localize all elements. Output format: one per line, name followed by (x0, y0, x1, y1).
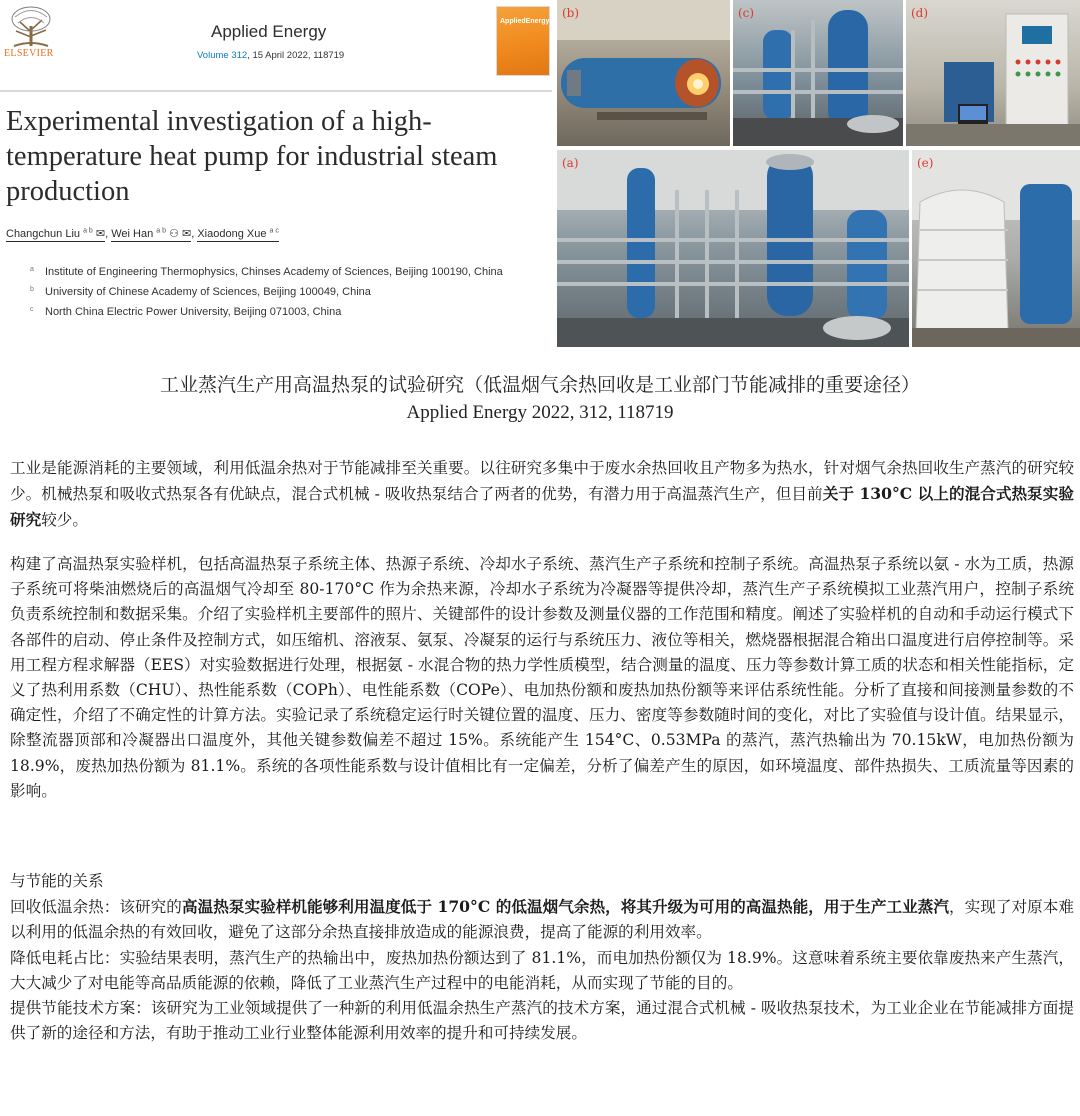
point-electricity-share: 降低电耗占比：实验结果表明，蒸汽生产的热输出中，废热加热份额达到了 81.1%，而电加热份额仅为 18.9%。这意味着系统主要依靠废热来产生蒸汽，大大减少了对电能等高品质能源的依赖，降低了工业蒸汽生产过程中的电能消耗，从而实现了节能的目的。 (10, 948, 1074, 992)
photo-label: (c) (738, 6, 755, 20)
publisher-wordmark: ELSEVIER (4, 48, 54, 59)
journal-cover-image[interactable] (496, 6, 550, 76)
cover-title: AppliedEnergy (500, 18, 550, 25)
paper-header (0, 0, 556, 350)
method-results-paragraph: 构建了高温热泵实验样机，包括高温热泵子系统主体、热源子系统、冷却水子系统、蒸汽生产子系统和控制子系统。高温热泵子系统以氨 - 水为工质，热源子系统可将柴油燃烧后的高温烟气冷却至 80-170°C 作为余热来源，冷却水子系统为冷凝器等提供冷却，蒸汽生产子系统模拟工业蒸汽用户，控制子系统负责系统控制和数据采集。介绍了实验样机主要部件的照片、关键部件的设计参数及测量仪器的工作范围和精度。阐述了实验样机的自动和手动运行模式下各部件的启动、停止条件及控制方式，如压缩机、溶液泵、氨泵、冷凝泵的运行与系统压力、液位等相关，燃烧器根据混合箱出口温度进行启停控制等。采用工程方程求解器（EES）对实验数据进行处理，根据氨 - 水混合物的热力学性质模型，结合测量的温度、压力等参数计算工质的状态和相关性能指标，定义了热利用系数（CHU）、热性能系数（COPh）、电性能系数（COPe）、电加热份额和废热加热份额等来评估系统性能。分析了直接和间接测量参数的不确定性，介绍了不确定性的计算方法。实验记录了系统稳定运行时关键位置的温度、压力、密度等参数随时间的变化，对比了实验值与设计值。结果显示，除整流器顶部和冷凝器出口温度外，其他关键参数偏差不超过 15%。系统能产生 154°C、0.53MPa 的蒸汽，蒸汽热输出为 70.15kW，电加热份额为 18.9%，废热加热份额为 81.1%。系统的各项性能系数与设计值相比有一定偏差，分析了偏差产生的原因，如环境温度、部件热损失、工质流量等因素的影响。 (10, 555, 1074, 800)
person-email-icon[interactable]: ⚇ ✉ (169, 228, 192, 240)
burner-vessel-illustration (557, 0, 730, 146)
journal-meta (197, 50, 344, 61)
author-link[interactable]: Wei Han $^{a b}$ ⚇ ✉ (111, 227, 192, 240)
point-waste-heat-recovery: 回收低温余热：该研究的高温热泵实验样机能够利用温度低于 170°C 的低温烟气余热，将其升级为可用的高温热能，用于生产工业蒸汽，实现了对原本难以利用的低温余热的有效回收，避免了这部分余热直接排放造成的能源浪费，提高了能源的利用效率。 (10, 897, 1074, 942)
cooling-tower-illustration (912, 150, 1080, 347)
energy-saving-section (10, 869, 1074, 1046)
article-title: Experimental investigation of a high-temperature heat pump for industrial steam production (6, 106, 498, 207)
volume-link[interactable]: Volume 312 (197, 50, 248, 61)
photo-e-cooling-tower (912, 150, 1080, 347)
summary-title: 工业蒸汽生产用高温热泵的试验研究（低温烟气余热回收是工业部门节能减排的重要途径） (159, 374, 920, 396)
photo-label: (a) (562, 156, 579, 170)
highlight-text: 关于 130°C 以上的混合式热泵实验研究 (10, 484, 1074, 530)
background-paragraph: 工业是能源消耗的主要领域，利用低温余热对于节能减排至关重要。以往研究多集中于废水余热回收且产物多为热水，针对烟气余热回收生产蒸汽的研究较少。机械热泵和吸收式热泵各有优缺点，混合式机械 - 吸收热泵结合了两者的优势，有潜力用于高温蒸汽生产，但目前关于 130°C 以上的混合式热泵实验研究较少。 (10, 459, 1074, 530)
journal-name[interactable]: Applied Energy (211, 22, 327, 41)
photo-label: (b) (562, 6, 580, 20)
affiliation-item: c North China Electric Power University, Beijing 071003, China (30, 306, 342, 318)
point-technical-solution: 提供节能技术方案：该研究为工业领域提供了一种新的利用低温余热生产蒸汽的技术方案，通过混合式机械 - 吸收热泵技术，为工业企业在节能减排方面提供了新的途径和方法，有助于推动工业行业整体能源利用效率的提升和可持续发展。 (10, 999, 1074, 1043)
summary-citation: Applied Energy 2022, 312, 118719 (406, 402, 674, 423)
photo-b-burner-vessel (557, 0, 730, 146)
author-list: Changchun Liu $^{a b}$ ✉, Wei Han $^{a b}$ ⚇ ✉, Xiaodong Xue $^{a c}$ (6, 227, 279, 240)
section-heading: 与节能的关系 (10, 872, 104, 890)
email-icon[interactable]: ✉ (95, 228, 106, 240)
photo-c-heat-pump-unit (733, 0, 903, 146)
issue-date: , 15 April 2022, 118719 (247, 50, 345, 61)
control-cabinet-illustration (906, 0, 1080, 146)
experimental-prototype-illustration (557, 150, 909, 347)
photo-label: (d) (911, 6, 929, 20)
photo-a-experimental-prototype (557, 150, 909, 347)
heat-pump-unit-illustration (733, 0, 903, 146)
highlight-text: 高温热泵实验样机能够利用温度低于 170°C 的低温烟气余热，将其升级为可用的高温热能，用于生产工业蒸汽 (181, 897, 949, 917)
photo-d-control-cabinet (906, 0, 1080, 146)
author-link[interactable]: Changchun Liu $^{a b}$ ✉ (6, 227, 106, 240)
photo-label: (e) (917, 156, 934, 170)
prototype-photo-collage (557, 0, 1080, 347)
affiliation-list (30, 262, 540, 322)
header-divider (0, 90, 552, 92)
affiliation-item: b University of Chinese Academy of Sciences, Beijing 100049, China (30, 286, 371, 298)
affiliation-item: a Institute of Engineering Thermophysics, Chinses Academy of Sciences, Beijing 100190, China (30, 266, 503, 278)
author-link[interactable]: Xiaodong Xue $^{a c}$ (197, 227, 279, 240)
